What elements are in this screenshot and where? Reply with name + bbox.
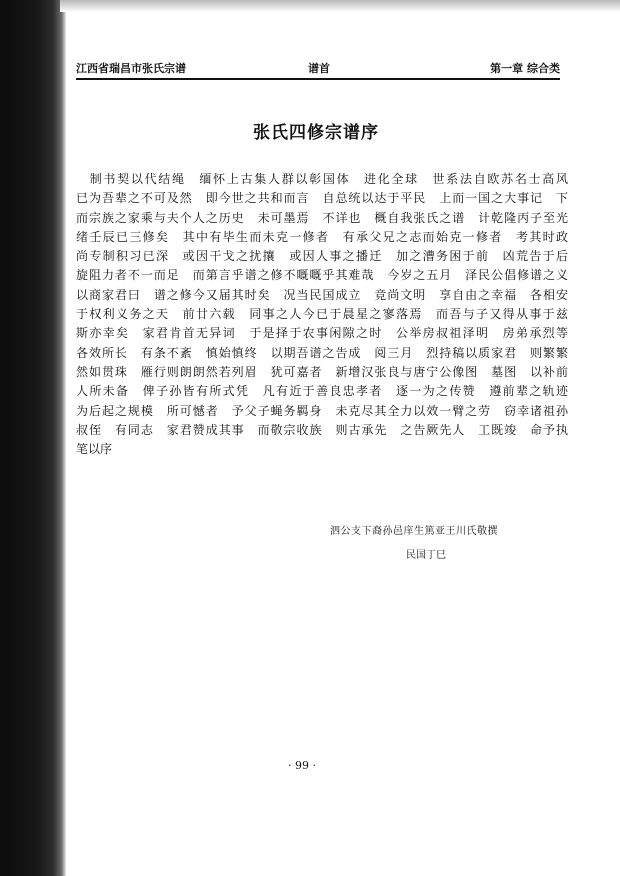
page-title: 张氏四修宗谱序: [253, 123, 379, 143]
book-page: [66, 0, 620, 876]
header-rule: [76, 78, 560, 80]
body-line: 制书契以代结绳 缅怀上古集人群以彰国体 进化全球 世系法自欧苏名士高风: [76, 172, 568, 186]
body-line: 然如贯珠 雁行则朗朗然若列眉 犹可嘉者 新增汉张良与唐宁公像图 墓图 以补前: [76, 364, 568, 379]
preface-body: [76, 170, 568, 459]
body-line: 已为吾辈之不可及然 即今世之共和而言 自总统以达于平民 上而一国之大事记 下: [76, 191, 568, 206]
header-book-title: 江西省瑞昌市张氏宗谱: [76, 62, 186, 75]
author-signature: 泗公支下裔孙邑庠生篤亚王川氏敬撰: [330, 526, 498, 537]
page-number: · 99 ·: [288, 759, 316, 772]
body-line: 尚专制积习已深 或因干戈之扰攘 或因人事之播迁 加之漕务困于前 凶荒告于后: [76, 249, 568, 264]
header-chapter: 第一章 综合类: [490, 62, 560, 75]
body-line: 叔侄 有同志 家君赞成其事 而敬宗收族 则古承先 之告厥先人 工既竣 命予执: [76, 422, 568, 437]
body-line: 人所未备 俾子孙皆有所式凭 凡有近于善良忠孝者 逐一为之传赞 遵前辈之轨迹: [76, 384, 568, 399]
body-line: 笔以序: [76, 442, 113, 457]
body-line: 而宗族之家乘与夫个人之历史 未可墨焉 不详也 概自我张氏之谱 计乾隆丙子至光: [76, 210, 568, 225]
body-line: 为后起之规模 所可憾者 予父子蝇务羁身 未克尽其全力以效一臂之劳 窃幸诸祖孙: [76, 403, 568, 418]
body-line: 以商家君曰 谱之修今又届其时矣 况当民国成立 竞尚文明 享自由之幸福 各相安: [76, 287, 568, 302]
book-spine-shadow: [0, 0, 66, 876]
header-section: 谱首: [308, 62, 330, 75]
body-line: 于权利义务之天 前廿六载 同事之人今已于晨星之寥落焉 而吾与子又得从事于兹: [76, 307, 568, 322]
body-line: 绪壬辰已三修矣 其中有毕生而未克一修者 有承父兄之志而始克一修者 考其时政: [76, 229, 568, 244]
body-line: 各效所长 有条不紊 慎始慎终 以期吾谱之告成 阅三月 烈持稿以质家君 则繁繁: [76, 345, 568, 360]
running-header: [76, 60, 560, 76]
date-signature: 民国丁巳: [406, 550, 446, 561]
body-line: 旋阻力者不一而足 而第言乎谱之修不嘅嘅乎其难哉 今岁之五月 泽民公倡修谱之义: [76, 268, 568, 283]
body-line: 斯亦幸矣 家君肯首无异词 于是择于农事闲隙之时 公举房叔祖泽明 房弟承烈等: [76, 326, 568, 341]
